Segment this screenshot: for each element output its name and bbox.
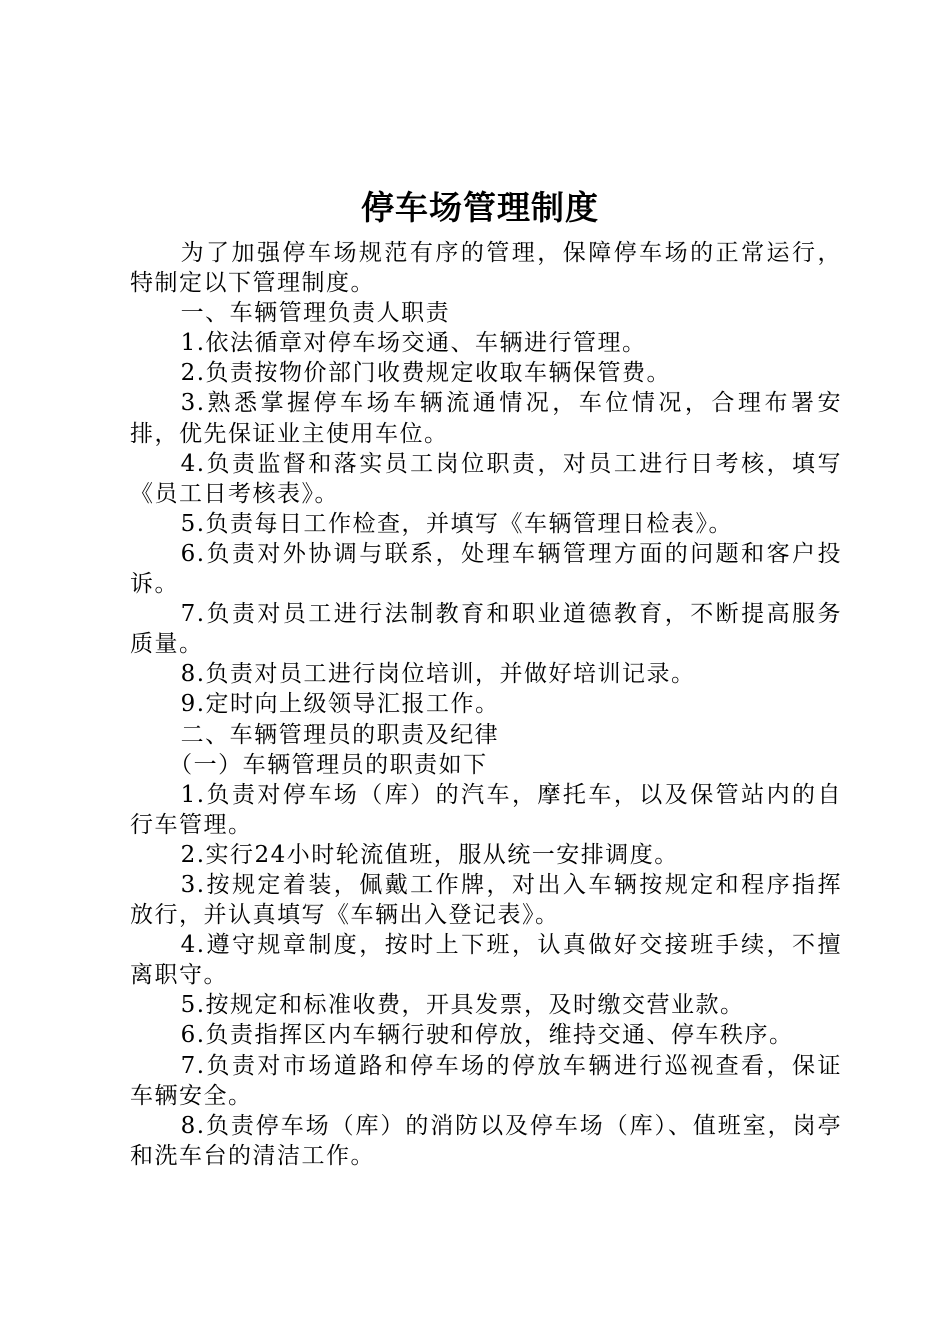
- intro-paragraph: 为了加强停车场规范有序的管理，保障停车场的正常运行，特制定以下管理制度。: [130, 240, 842, 297]
- list-item: 9.定时向上级领导汇报工作。: [180, 691, 500, 718]
- list-item: 7.负责对员工进行法制教育和职业道德教育，不断提高服务质量。: [130, 601, 842, 658]
- list-item: 8.负责对员工进行岗位培训，并做好培训记录。: [180, 661, 696, 688]
- document-body: [130, 238, 842, 1171]
- document-title: 停车场管理制度: [361, 188, 599, 227]
- list-item: 4.遵守规章制度，按时上下班，认真做好交接班手续，不擅离职守。: [130, 932, 842, 989]
- list-item: 1.依法循章对停车场交通、车辆进行管理。: [180, 330, 647, 357]
- list-item: 7.负责对市场道路和停车场的停放车辆进行巡视查看，保证车辆安全。: [130, 1052, 842, 1109]
- list-item: 4.负责监督和落实员工岗位职责，对员工进行日考核，填写《员工日考核表》。: [130, 450, 842, 507]
- section-heading-2: 二、车辆管理员的职责及纪律: [180, 721, 500, 748]
- subsection-heading: （一）车辆管理员的职责如下: [169, 751, 488, 778]
- list-item: 6.负责对外协调与联系，处理车辆管理方面的问题和客户投诉。: [130, 540, 842, 598]
- list-item: 3.熟悉掌握停车场车辆流通情况，车位情况，合理布署安排，优先保证业主使用车位。: [130, 390, 842, 447]
- list-item: 1.负责对停车场（库）的汽车，摩托车，以及保管站内的自行车管理。: [130, 781, 842, 838]
- list-item: 8.负责停车场（库）的消防以及停车场（库）、值班室，岗亭和洗车台的清洁工作。: [130, 1112, 842, 1169]
- list-item: 2.实行24小时轮流值班，服从统一安排调度。: [180, 841, 679, 868]
- section-heading-1: 一、车辆管理负责人职责: [180, 300, 451, 327]
- list-item: 5.按规定和标准收费，开具发票，及时缴交营业款。: [180, 992, 745, 1019]
- list-item: 3.按规定着装，佩戴工作牌，对出入车辆按规定和程序指挥放行，并认真填写《车辆出入登记表》。: [130, 871, 842, 929]
- list-item: 5.负责每日工作检查，并填写《车辆管理日检表》。: [180, 510, 734, 537]
- list-item: 6.负责指挥区内车辆行驶和停放，维持交通、停车秩序。: [180, 1022, 794, 1049]
- list-item: 2.负责按物价部门收费规定收取车辆保管费。: [180, 360, 672, 387]
